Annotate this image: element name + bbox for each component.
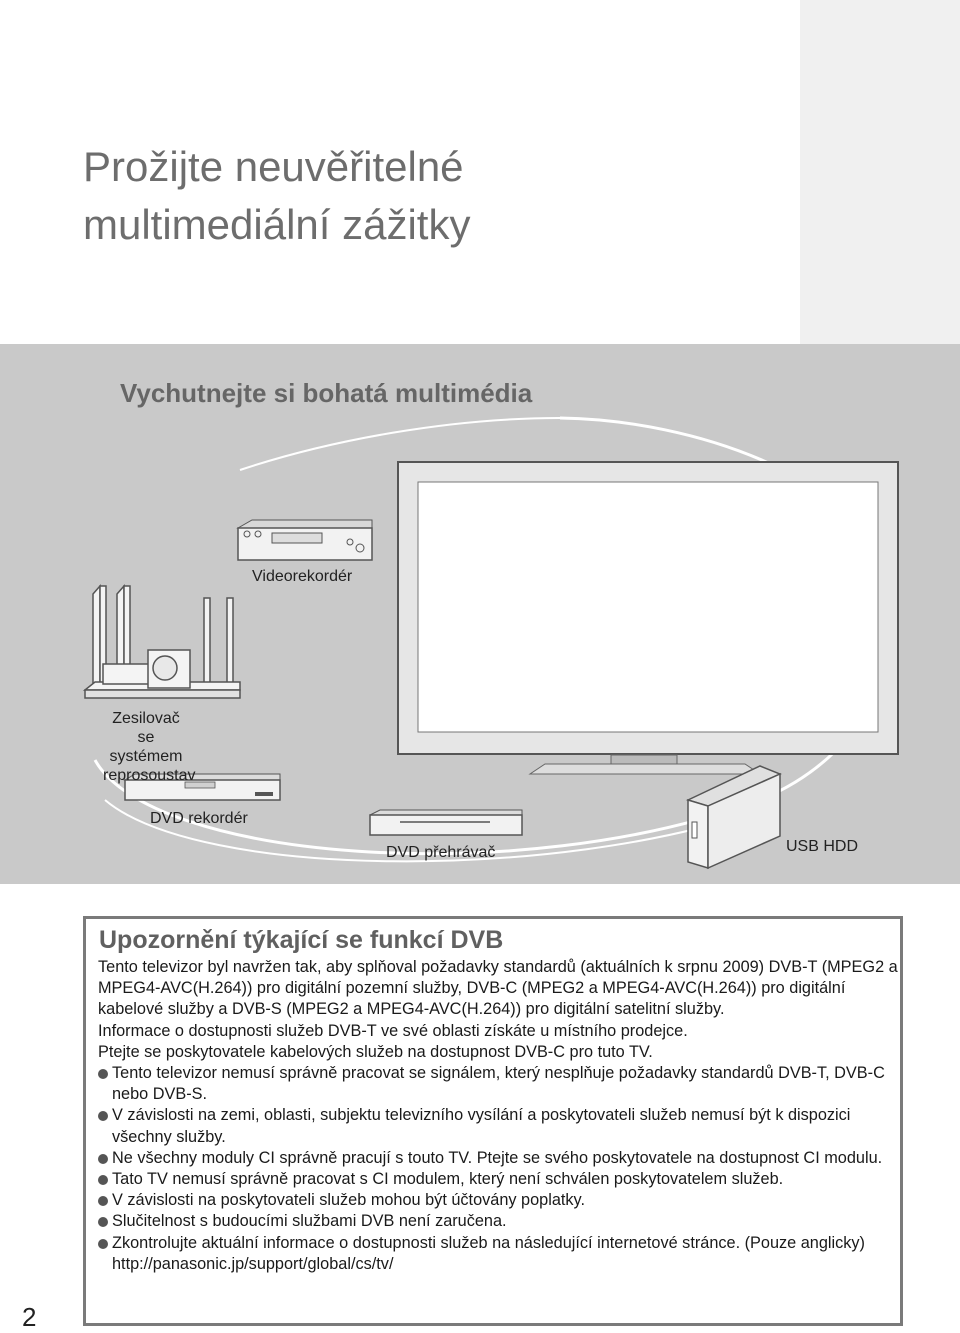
notice-bullet-text: V závislosti na poskytovateli služeb mohou být účtovány poplatky. xyxy=(112,1191,586,1210)
notice-bullet xyxy=(98,1105,898,1147)
bullet-dot-icon xyxy=(98,1196,108,1206)
notice-paragraph: Informace o dostupnosti služeb DVB-T ve své oblasti získáte u místního prodejce. xyxy=(98,1021,688,1040)
bullet-dot-icon xyxy=(98,1239,108,1249)
notice-bullet xyxy=(98,1169,898,1190)
notice-bullet-text: Tento televizor nemusí správně pracovat se signálem, který nesplňuje požadavky standardů DVB-T, DVB-C nebo DVB-S. xyxy=(112,1064,885,1104)
multimedia-subtitle: Vychutnejte si bohatá multimédia xyxy=(120,378,533,408)
dvd-recorder-label: DVD rekordér xyxy=(150,810,248,827)
notice-bullet-text: Slučitelnost s budoucími službami DVB není zaručena. xyxy=(112,1212,507,1231)
notice-bullet xyxy=(98,1148,898,1169)
notice-paragraph: Ptejte se poskytovatele kabelových služeb na dostupnost DVB-C pro tuto TV. xyxy=(98,1042,653,1061)
notice-bullet xyxy=(98,1211,898,1232)
home-theater-icon xyxy=(85,586,240,698)
vcr-label: Videorekordér xyxy=(252,568,353,585)
dvb-notice-title: Upozornění týkající se funkcí DVB xyxy=(99,926,504,954)
dvb-notice-body xyxy=(98,957,898,1275)
amplifier-label-line1: Zesilovač se xyxy=(112,710,180,746)
notice-bullet-text: Ne všechny moduly CI správně pracují s touto TV. Ptejte se svého poskytovatele na dostupnost CI modulu. xyxy=(112,1148,883,1167)
support-url-link[interactable]: http://panasonic.jp/support/global/cs/tv/ xyxy=(112,1254,394,1273)
dvd-player-label: DVD přehrávač xyxy=(386,844,496,861)
notice-bullet xyxy=(98,1063,898,1105)
amplifier-label-line3: reprosoustav xyxy=(103,767,196,784)
notice-paragraph: Tento televizor byl navržen tak, aby splňoval požadavky standardů (aktuálních k srpnu 2009) DVB-T (MPEG2 a MPEG4-AVC(H.264)) pro digitální pozemní služby, DVB-C (MPEG2 a MPEG4-AVC(H.264)) pro digitální kabelové služby a DVB-S (MPEG2 a MPEG4-AVC(H.264)) pro digitální satelitní služby. xyxy=(98,958,898,1019)
dvd-player-icon xyxy=(370,810,522,835)
notice-bullet-text: Zkontrolujte aktuální informace o dostupnosti služeb na následující internetové stránce. (Pouze anglicky) xyxy=(112,1233,865,1252)
page-number: 2 xyxy=(22,1302,37,1332)
notice-bullet-list xyxy=(98,1063,898,1275)
bullet-dot-icon xyxy=(98,1217,108,1227)
notice-bullet-text: V závislosti na zemi, oblasti, subjektu televizního vysílání a poskytovateli služeb nemusí být k dispozici všechny služby. xyxy=(112,1106,851,1146)
usb-hdd-icon xyxy=(688,766,780,868)
page-title-line1: Prožijte neuvěřitelné xyxy=(83,143,464,190)
bullet-dot-icon xyxy=(98,1111,108,1121)
bullet-dot-icon xyxy=(98,1154,108,1164)
notice-bullet-text: Tato TV nemusí správně pracovat s CI modulem, který není schválen poskytovatelem služeb. xyxy=(112,1170,784,1189)
bullet-dot-icon xyxy=(98,1069,108,1079)
bullet-dot-icon xyxy=(98,1175,108,1185)
notice-bullet xyxy=(98,1233,898,1275)
tv-icon xyxy=(398,462,898,774)
amplifier-label xyxy=(103,709,196,785)
dvb-notice-box xyxy=(83,916,903,1326)
usb-hdd-label: USB HDD xyxy=(786,838,859,855)
vcr-icon xyxy=(238,520,372,560)
page-title-line2: multimediální zážitky xyxy=(83,201,471,248)
notice-bullet xyxy=(98,1190,898,1211)
amplifier-label-line2: systémem xyxy=(109,748,183,765)
